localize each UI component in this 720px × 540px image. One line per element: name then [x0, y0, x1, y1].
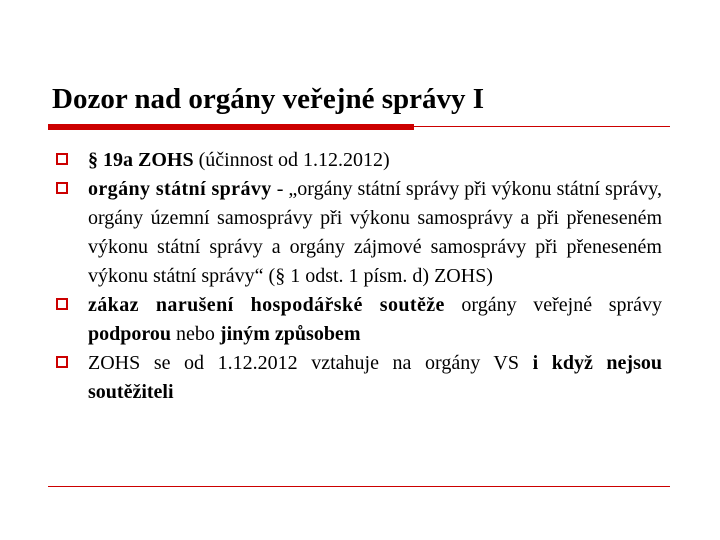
- bullet-item: [56, 291, 662, 349]
- bullet-text: (účinnost od 1.12.2012): [193, 149, 390, 171]
- slide-title: Dozor nad orgány veřejné správy I: [52, 83, 485, 115]
- footer-divider: [48, 486, 670, 487]
- bullet-item: [56, 349, 662, 407]
- square-bullet-icon: [56, 153, 68, 165]
- bullet-text: - „orgány státní správy při výkonu státní správy, orgány územní samosprávy při výkonu samosprávy a při přeneseném výkonu státní správy a orgány zájmové samosprávy při přeneseném výkonu státní správy“ (§ 1 odst. 1 písm. d) ZOHS): [88, 178, 662, 287]
- bullet-text-bold: orgány státní správy: [88, 178, 272, 200]
- bullet-text: nebo: [171, 323, 220, 345]
- bullet-item: [56, 146, 662, 175]
- bullet-list: [56, 146, 662, 407]
- bullet-text-bold: § 19a ZOHS: [88, 149, 194, 171]
- bullet-text-bold: i když nejsou soutěžiteli: [88, 352, 662, 403]
- bullet-item: [56, 175, 662, 291]
- bullet-text-bold: podporou: [88, 323, 172, 345]
- bullet-text-bold: jiným způsobem: [219, 323, 361, 345]
- title-divider-thick: [48, 124, 414, 130]
- bullet-text: ZOHS se od 1.12.2012 vztahuje na orgány VS: [88, 352, 533, 374]
- square-bullet-icon: [56, 298, 68, 310]
- bullet-text: orgány veřejné správy: [444, 294, 663, 316]
- bullet-text-bold: zákaz narušení hospodářské soutěže: [88, 294, 445, 316]
- square-bullet-icon: [56, 182, 68, 194]
- square-bullet-icon: [56, 356, 68, 368]
